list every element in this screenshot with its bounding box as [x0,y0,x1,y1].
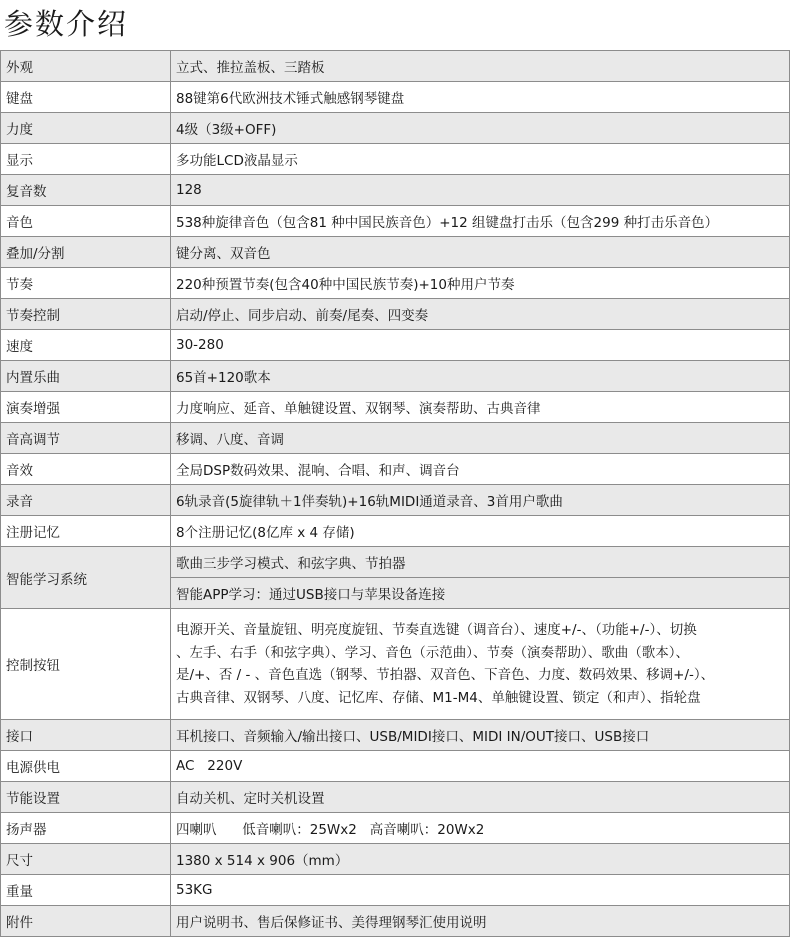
table-row [1,751,790,782]
table-row [1,875,790,906]
table-row [1,113,790,144]
row-key: 力度 [1,113,171,144]
spec-table [0,50,790,937]
row-key: 扬声器 [1,813,171,844]
row-value: 65首+120歌本 [171,361,790,392]
row-value: 6轨录音(5旋律轨＋1伴奏轨)+16轨MIDI通道录音、3首用户歌曲 [171,485,790,516]
row-value: 立式、推拉盖板、三踏板 [171,51,790,82]
table-row [1,392,790,423]
row-value: 53KG [171,875,790,906]
row-key: 注册记忆 [1,516,171,547]
row-value [171,609,790,720]
table-row [1,516,790,547]
row-value: 移调、八度、音调 [171,423,790,454]
row-value: 四喇叭 低音喇叭：25Wx2 高音喇叭：20Wx2 [171,813,790,844]
row-value: 1380 x 514 x 906（mm） [171,844,790,875]
table-row [1,330,790,361]
row-key: 显示 [1,144,171,175]
table-row [1,813,790,844]
page-title: 参数介绍 [4,7,129,41]
table-row [1,82,790,113]
row-key: 键盘 [1,82,171,113]
row-key: 录音 [1,485,171,516]
row-value: AC 220V [171,751,790,782]
table-row [1,268,790,299]
table-row [1,51,790,82]
row-key: 音色 [1,206,171,237]
row-key: 控制按钮 [1,609,171,720]
row-value: 用户说明书、售后保修证书、美得理钢琴汇使用说明 [171,906,790,937]
row-value: 538种旋律音色（包含81 种中国民族音色）+12 组键盘打击乐（包含299 种打击乐音色） [171,206,790,237]
row-key: 电源供电 [1,751,171,782]
row-key: 尺寸 [1,844,171,875]
controls-line: 、左手、右手（和弦字典）、学习、音色（示范曲）、节奏（演奏帮助）、歌曲（歌本）、 [176,644,689,661]
table-row [1,782,790,813]
row-key: 外观 [1,51,171,82]
row-key: 智能学习系统 [1,547,171,609]
row-value: 自动关机、定时关机设置 [171,782,790,813]
row-key: 节能设置 [1,782,171,813]
row-value: 启动/停止、同步启动、前奏/尾奏、四变奏 [171,299,790,330]
row-value: 歌曲三步学习模式、和弦字典、节拍器 [171,547,790,578]
row-value: 88键第6代欧洲技术锤式触感钢琴键盘 [171,82,790,113]
row-key: 内置乐曲 [1,361,171,392]
row-value: 全局DSP数码效果、混响、合唱、和声、调音台 [171,454,790,485]
table-row [1,906,790,937]
row-value: 220种预置节奏(包含40种中国民族节奏)+10种用户节奏 [171,268,790,299]
row-key: 节奏控制 [1,299,171,330]
row-key: 音高调节 [1,423,171,454]
row-value: 键分离、双音色 [171,237,790,268]
row-key: 复音数 [1,175,171,206]
row-value: 128 [171,175,790,206]
controls-line: 电源开关、音量旋钮、明亮度旋钮、节奏直选键（调音台）、速度+/-、（功能+/-）、切换 [176,622,697,638]
row-value: 智能APP学习：通过USB接口与苹果设备连接 [171,578,790,609]
row-key: 音效 [1,454,171,485]
table-row [1,454,790,485]
table-row [1,299,790,330]
row-key: 速度 [1,330,171,361]
table-row [1,206,790,237]
table-row [1,144,790,175]
table-row [1,547,790,578]
row-value: 耳机接口、音频输入/输出接口、USB/MIDI接口、MIDI IN/OUT接口、USB接口 [171,720,790,751]
table-row [1,237,790,268]
table-row [1,485,790,516]
table-row [1,361,790,392]
controls-line: 古典音律、双钢琴、八度、记忆库、存储、M1-M4、单触键设置、锁定（和声）、指轮盘 [176,689,701,706]
row-key: 叠加/分割 [1,237,171,268]
row-key: 附件 [1,906,171,937]
table-row [1,423,790,454]
table-row [1,844,790,875]
row-value: 多功能LCD液晶显示 [171,144,790,175]
row-key: 演奏增强 [1,392,171,423]
controls-line: 是/+、否 / - 、音色直选（钢琴、节拍器、双音色、下音色、力度、数码效果、移调+/-）、 [176,667,715,683]
table-row [1,720,790,751]
row-key: 节奏 [1,268,171,299]
row-value: 4级（3级+OFF) [171,113,790,144]
row-key: 接口 [1,720,171,751]
row-key: 重量 [1,875,171,906]
row-value: 力度响应、延音、单触键设置、双钢琴、演奏帮助、古典音律 [171,392,790,423]
row-value: 30-280 [171,330,790,361]
table-row [1,609,790,720]
table-row [1,175,790,206]
row-value: 8个注册记忆(8亿库 x 4 存储) [171,516,790,547]
